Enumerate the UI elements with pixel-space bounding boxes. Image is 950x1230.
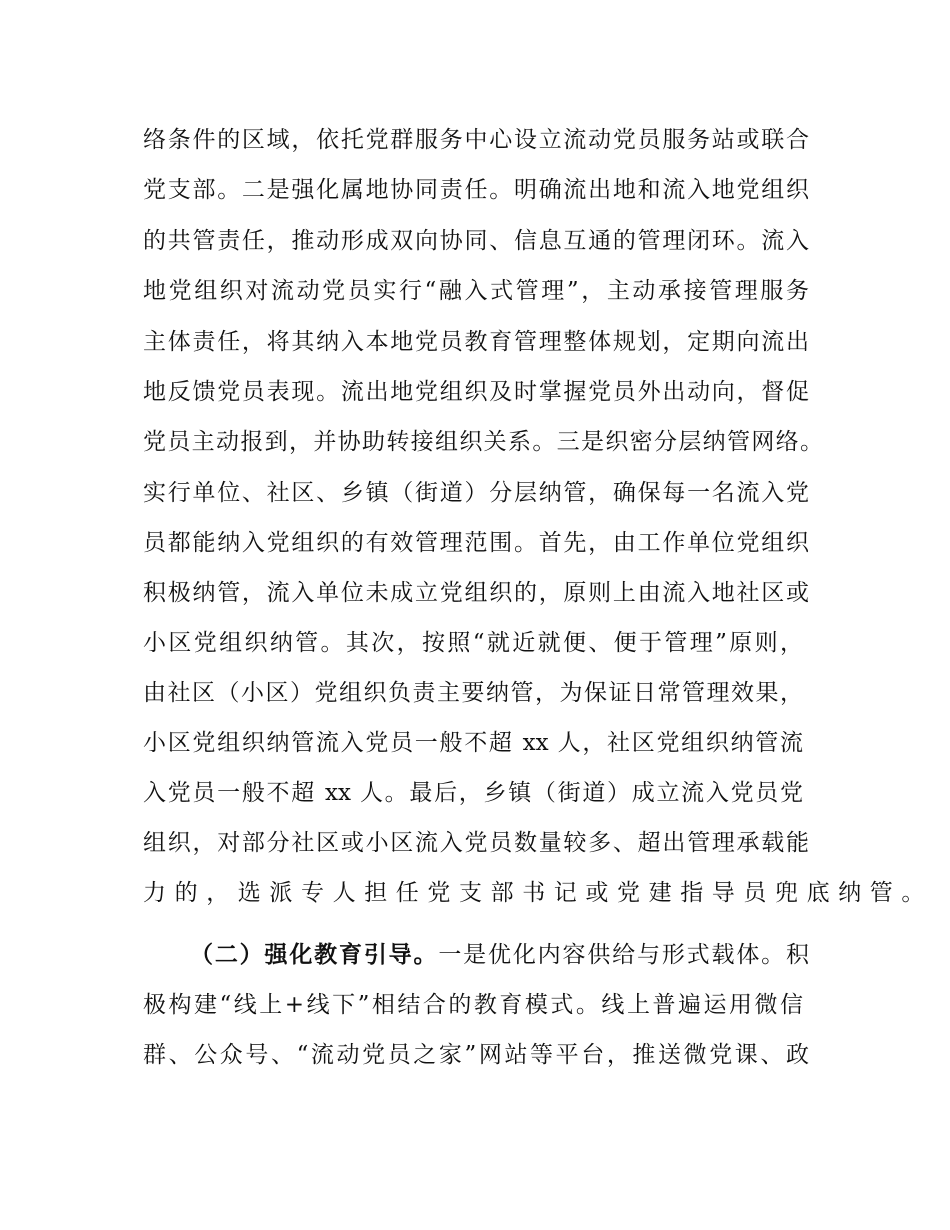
text-line: 组织，对部分社区或小区流入党员数量较多、超出管理承载能 [143,830,809,856]
text-line: 党支部。二是强化属地协同责任。明确流出地和流入地党组织 [143,177,809,203]
text-line: 入党员一般不超 xx 人。最后，乡镇（街道）成立流入党员党 [143,780,803,806]
text-line: 群、公众号、“流动党员之家”网站等平台，推送微党课、政 [143,1042,809,1068]
text-line: 小区党组织纳管。其次，按照“就近就便、便于管理”原则， [143,630,803,656]
text-line: 地党组织对流动党员实行“融入式管理”，主动承接管理服务 [143,278,809,304]
text-line: 主体责任，将其纳入本地党员教育管理整体规划，定期向流出 [143,329,809,355]
text-line: 积极纳管，流入单位未成立党组织的，原则上由流入地社区或 [143,580,809,606]
text-line: 员都能纳入党组织的有效管理范围。首先，由工作单位党组织 [143,530,809,556]
text-line: 力的，选派专人担任党支部书记或党建指导员兜底纳管。 [143,880,933,906]
text-line: 小区党组织纳管流入党员一般不超 xx 人，社区党组织纳管流 [143,730,803,756]
text-line: 实行单位、社区、乡镇（街道）分层纳管，确保每一名流入党 [143,480,809,506]
text-span: 一是优化内容供给与形式载体。积 [438,942,810,968]
text-line: 由社区（小区）党组织负责主要纳管，为保证日常管理效果， [143,680,803,706]
text-line: 极构建“线上+线下”相结合的教育模式。线上普遍运用微信 [143,992,803,1018]
section-heading-line [190,940,809,970]
text-line: 络条件的区域，依托党群服务中心设立流动党员服务站或联合 [143,127,809,153]
text-line: 的共管责任，推动形成双向协同、信息互通的管理闭环。流入 [143,228,809,254]
text-line: 党员主动报到，并协助转接组织关系。三是织密分层纳管网络。 [143,429,823,455]
text-line: 地反馈党员表现。流出地党组织及时掌握党员外出动向，督促 [143,379,809,405]
section-heading: （二）强化教育引导。 [190,941,439,968]
